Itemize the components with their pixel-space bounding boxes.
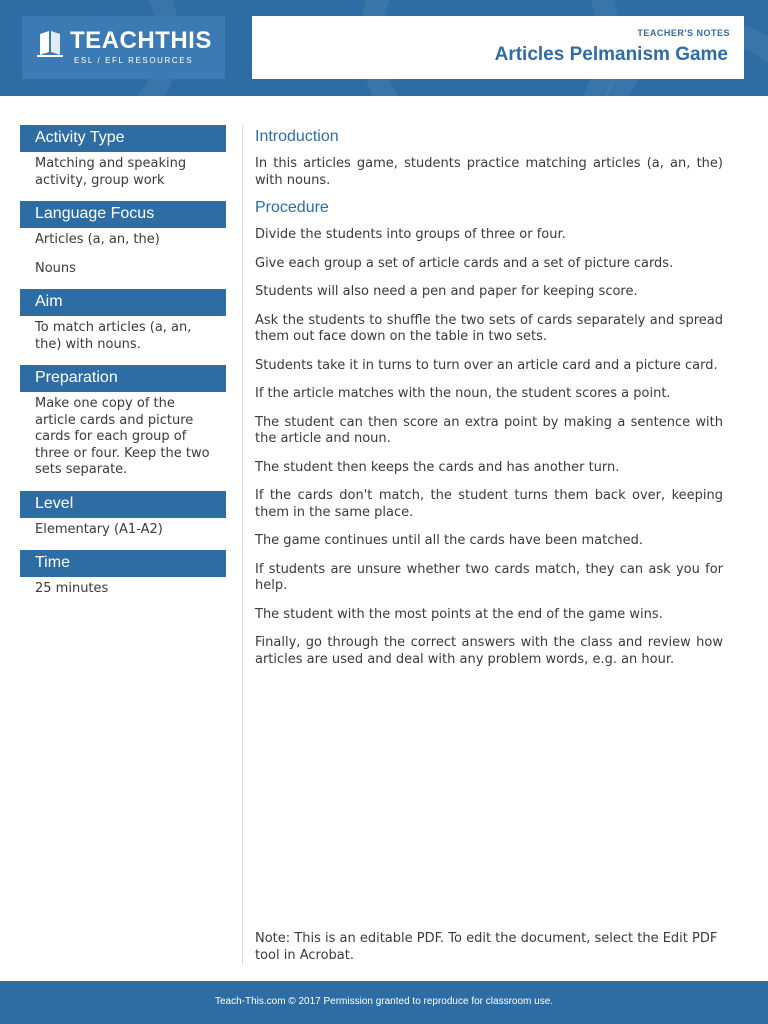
sidebar-text: 25 minutes <box>35 581 109 596</box>
procedure-step: The student can then score an extra point by making a sentence with the article and noun. <box>255 414 723 446</box>
notes-label: TEACHER'S NOTES <box>637 28 730 38</box>
sidebar-section-preparation <box>20 365 226 479</box>
sidebar-heading: Level <box>20 491 226 518</box>
sidebar-section-aim <box>20 289 226 353</box>
procedure-step: Students will also need a pen and paper for keeping score. <box>255 284 638 299</box>
intro-heading: Introduction <box>255 128 339 145</box>
column-divider <box>242 125 243 965</box>
procedure-step: Give each group a set of article cards and a set of picture cards. <box>255 255 674 271</box>
sidebar-section-level <box>20 491 226 539</box>
sidebar-text: Elementary (A1-A2) <box>35 521 163 537</box>
sidebar-heading: Time <box>20 550 226 577</box>
sidebar <box>20 125 226 610</box>
procedure-step: Finally, go through the correct answers with the class and review how articles are used and deal with any problem words, e.g. an hour. <box>255 635 723 667</box>
logo-text: TEACHTHIS <box>70 27 212 54</box>
procedure-step: The student with the most points at the end of the game wins. <box>255 606 663 622</box>
page-header <box>0 0 768 96</box>
procedure-step: If the article matches with the noun, the student scores a point. <box>255 386 671 401</box>
sidebar-heading: Aim <box>20 289 226 316</box>
sidebar-body <box>20 518 226 539</box>
sidebar-section-activity-type <box>20 125 226 189</box>
sidebar-text: Make one copy of the article cards and picture cards for each group of three or four. Keep the two sets separate. <box>35 396 210 477</box>
procedure-step: The student then keeps the cards and has another turn. <box>255 459 620 475</box>
procedure-step: Divide the students into groups of three or four. <box>255 227 566 242</box>
intro-text: In this articles game, students practice matching articles (a, an, the) with nouns. <box>255 156 723 188</box>
footer-text: Teach-This.com © 2017 Permission granted to reproduce for classroom use. <box>214 996 554 1007</box>
page-footer <box>0 981 768 1024</box>
sidebar-text: To match articles (a, an, the) with nouns. <box>35 320 192 352</box>
sidebar-body <box>20 316 226 353</box>
logo <box>22 16 225 79</box>
sidebar-body <box>20 392 226 479</box>
sidebar-body <box>20 577 226 598</box>
page-title: Articles Pelmanism Game <box>494 44 728 65</box>
sidebar-text: Matching and speaking activity, group work <box>35 156 187 188</box>
procedure-step: The game continues until all the cards have been matched. <box>255 533 644 548</box>
procedure-step: If students are unsure whether two cards match, they can ask you for help. <box>255 561 723 593</box>
title-box <box>252 16 744 79</box>
sidebar-body <box>20 152 226 189</box>
main-content <box>255 128 723 680</box>
procedure-step: Ask the students to shuffle the two sets of cards separately and spread them out face down on the table in two sets. <box>255 312 723 344</box>
sidebar-heading: Language Focus <box>20 201 226 228</box>
editable-note: Note: This is an editable PDF. To edit the document, select the Edit PDF tool in Acrobat. <box>255 931 718 963</box>
sidebar-text: Nouns <box>35 260 76 276</box>
logo-subtitle: ESL / EFL RESOURCES <box>74 56 194 65</box>
sidebar-heading: Activity Type <box>20 125 226 152</box>
procedure-step: If the cards don't match, the student turns them back over, keeping them in the same place. <box>255 488 723 520</box>
sidebar-section-time <box>20 550 226 598</box>
procedure-heading: Procedure <box>255 199 329 216</box>
sidebar-text: Articles (a, an, the) <box>35 232 160 247</box>
sidebar-body <box>20 228 226 277</box>
book-icon <box>36 28 66 58</box>
procedure-step: Students take it in turns to turn over an article card and a picture card. <box>255 357 718 373</box>
sidebar-section-language-focus <box>20 201 226 277</box>
sidebar-heading: Preparation <box>20 365 226 392</box>
